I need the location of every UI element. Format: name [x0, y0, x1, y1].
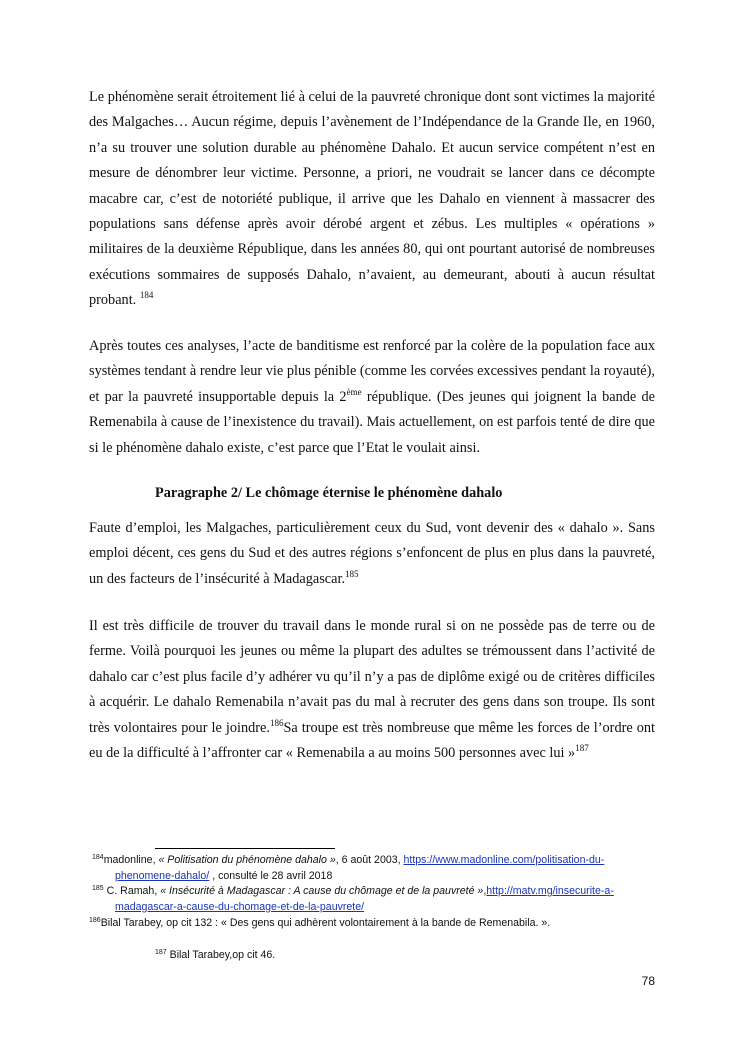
section-heading: Paragraphe 2/ Le chômage éternise le phénomène dahalo: [155, 485, 503, 501]
footnote-184: [92, 853, 656, 884]
footnote-text: Bilal Tarabey, op cit 132 : « Des gens qui adhèrent volontairement à la bande de Remenabila. ».: [100, 917, 551, 929]
footnote-text: Bilal Tarabey,op cit 46.: [166, 949, 276, 961]
paragraph-travail-rural: [89, 614, 655, 766]
footnote-title: « Insécurité à Madagascar : A cause du chômage et de la pauvreté »: [160, 885, 484, 897]
footnote-number: 187: [155, 949, 167, 956]
footnote-ref: 187: [575, 743, 589, 754]
footnote-ref: 185: [345, 568, 359, 579]
footnote-number: 185: [92, 885, 104, 892]
footnote-ref: 184: [139, 290, 154, 301]
paragraph-banditisme: [89, 334, 655, 461]
footnote-ref: 186: [269, 717, 284, 728]
paragraph-chomage: [89, 516, 655, 592]
paragraph-text: Le phénomène serait étroitement lié à celui de la pauvreté chronique dont sont victimes la majorité des Malgaches… Aucun régime, depuis l’avènement de l’Indépendance de la Grande Ile, en 1960, n’a su trouver une solution durable au phénomène Dahalo. Et aucun service compétent n’est en mesure de dénombrer leur victime. Personne, a priori, ne voudrait se lancer dans ce décompte macabre car, c’est de notoriété publique, il arrive que les Dahalo en viennent à massacrer des populations sans défense après avoir dérobé argent et zébus. Les multiples « opérations » militaires de la deuxième République, dans les années 80, qui ont pourtant autorisé de nombreuses exécutions sommaires de supposés Dahalo, n’avaient, au demeurant, abouti à aucun résultat probant.: [89, 89, 655, 309]
footnote-separator: [155, 848, 335, 849]
page-number: 78: [641, 974, 655, 988]
footnote-date: , 6 août 2003,: [335, 854, 404, 866]
footnote-author: C. Ramah,: [103, 885, 161, 897]
paragraph-text: Faute d’emploi, les Malgaches, particulièrement ceux du Sud, vont devenir des « dahalo ». Sans emploi décent, ces gens du Sud et des autres régions s’enfoncent de plus en plus dans la pauvreté, un des facteurs de l’insécurité à Madagascar.: [89, 520, 655, 587]
paragraph-text: république. (Des jeunes qui joignent la bande de Remenabila à cause de l’inexistence du travail). Mais actuellement, on est parfois tenté de dire que si le phénomène dahalo existe, c’est parce que l’Etat le voulait ainsi.: [89, 388, 655, 456]
paragraph-text: Il est très difficile de trouver du travail dans le monde rural si on ne possède pas de terre ou de ferme. Voilà pourquoi les jeunes ou même la plupart des adultes se trémoussent dans l’activité de dahalo car c’est plus facile d’y adhérer vu qu’il n’y a pas de diplôme exigé ou de critères difficiles à acquérir. Le dahalo Remenabila n’avait pas du mal à recruter des gens dans son troupe. Ils sont très volontaires pour le joindre.: [89, 618, 655, 736]
footnote-number: 184: [92, 854, 104, 861]
paragraph-text: Sa troupe est très nombreuse que même les forces de l’ordre ont eu de la difficulté à l’affronter car « Remenabila a au moins 500 personnes avec lui »: [89, 719, 656, 762]
footnote-separator-comma: ,: [483, 885, 487, 897]
footnote-185: [92, 884, 656, 915]
superscript: ème: [346, 386, 362, 397]
footnote-link[interactable]: https://www.madonline.com/politisation-du-phenomene-dahalo/: [115, 854, 605, 882]
footnote-consulted: , consulté le 28 avril 2018: [209, 869, 333, 882]
footnote-186: [89, 916, 655, 932]
footnote-number: 186: [89, 917, 101, 924]
footnote-title: « Politisation du phénomène dahalo »: [158, 854, 336, 866]
paragraph-text: Après toutes ces analyses, l’acte de banditisme est renforcé par la colère de la population face aux systèmes tendant à rendre leur vie plus pénible (comme les corvées excessives pendant la royauté), et par la pauvreté insupportable depuis la 2: [89, 338, 655, 405]
footnote-author: madonline,: [103, 854, 159, 866]
footnote-link[interactable]: http://matv.mg/insecurite-a-madagascar-a-cause-du-chomage-et-de-la-pauvrete/: [115, 885, 614, 913]
footnote-187: [155, 948, 655, 964]
paragraph-pauvrete: [89, 85, 655, 314]
